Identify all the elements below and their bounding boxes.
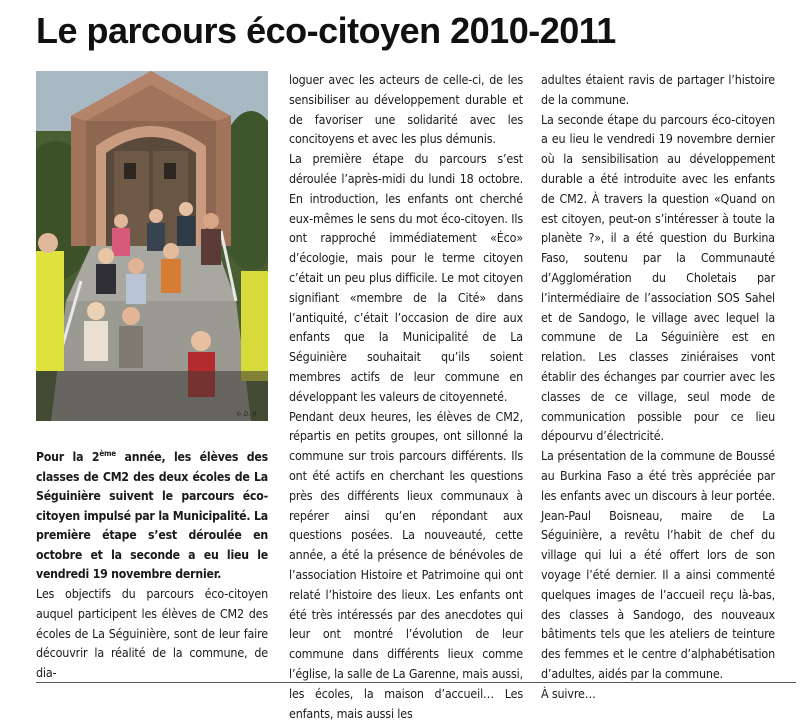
column-2	[289, 70, 523, 723]
bottom-rule	[36, 682, 796, 683]
column-3	[541, 70, 775, 704]
paragraph: À suivre…	[541, 685, 596, 701]
lead-text-start: Pour la 2	[36, 450, 100, 465]
paragraph: La seconde étape du parcours éco-citoyen a eu lieu le vendredi 19 novembre dernier où la sensibilisation au développement durable a été introduite avec les enfants de CM2. À travers la question «Quand on est citoyen, peut-on s’intéresser à toute la planète ?», il a été question du Burkina Faso, soutenu par la Communauté d’Agglomération du Choletais par l’intermédiaire de l’association SOS Sahel et de Sandogo, le village avec lequel la commune de La Séguinière est en relation. Les classes ziniéraises vont établir des échanges par courrier avec les classes de ce village, seul mode de communication possible pour ce lieu dépourvu d’électricité.	[541, 111, 775, 444]
lead-superscript: ème	[99, 449, 116, 458]
lead-text-end: année, les élèves des classes de CM2 des deux écoles de La Séguinière suivent le parcours éco-citoyen impulsé par la Municipalité. La première étape s’est déroulée en octobre et la seconde a eu lieu le vendredi 19 novembre dernier.	[36, 450, 268, 582]
photo-credit: © D. R.	[236, 411, 259, 418]
article-photo	[36, 71, 268, 421]
column-1	[36, 584, 268, 683]
paragraph: La présentation de la commune de Boussé au Burkina Faso a été très appréciée par les enfants avec un discours à leur portée. Jean-Paul Boisneau, maire de La Séguinière, a revêtu l’habit de chef du village qui lui a été offert lors de son voyage l’été dernier. Il a ainsi commenté quelques images de l’accueil reçu là-bas, des classes à Sandogo, des nouveaux bâtiments tels que les ateliers de teinture des femmes et le centre d’alphabétisation d’adultes, aidés par la commune.	[541, 448, 775, 681]
paragraph: Pendant deux heures, les élèves de CM2, répartis en petits groupes, ont sillonné la commune sur trois parcours différents. Ils ont été actifs en cherchant les questions près des différents lieux communaux à repérer ainsi qu’en répondant aux questions posées. La nouveauté, cette année, a été la présence de bénévoles de l’association Histoire et Patrimoine qui ont relaté l’histoire des lieux. Les enfants ont été très intéressés par des anecdotes qui leur ont montré l’évolution de leur commune dans différents lieux comme l’église, la salle de La Garenne, mais aussi, les écoles, la maison d’accueil… Les enfants, mais aussi les	[289, 408, 523, 721]
paragraph: Les objectifs du parcours éco-citoyen auquel participent les élèves de CM2 des écoles de La Séguinière, sont de leur faire découvrir la réalité de la commune, de dia-	[36, 586, 268, 681]
paragraph: La première étape du parcours s’est déroulée l’après-midi du lundi 18 octobre. En introduction, les enfants ont cherché eux-mêmes le sens du mot éco-citoyen. Ils ont rapproché immédiatement «Éco» d’écologie, mais pour le terme citoyen c’était un peu plus difficile. Le mot citoyen signifiant «membre de la Cité» dans l’antiquité, c’était l’occasion de dire aux enfants que la Municipalité de La Séguinière souhaitait qu’ils soient membres actifs de leur commune en développant les valeurs de citoyenneté.	[289, 151, 523, 404]
photo-illustration	[36, 71, 268, 421]
article-lead	[36, 444, 268, 585]
article-title: Le parcours éco-citoyen 2010-2011	[36, 10, 616, 51]
paragraph: adultes étaient ravis de partager l’histoire de la commune.	[541, 72, 775, 107]
paragraph: loguer avec les acteurs de celle-ci, de les sensibiliser au développement durable et de favoriser une solidarité avec les concitoyens et avec les plus démunis.	[289, 72, 523, 147]
